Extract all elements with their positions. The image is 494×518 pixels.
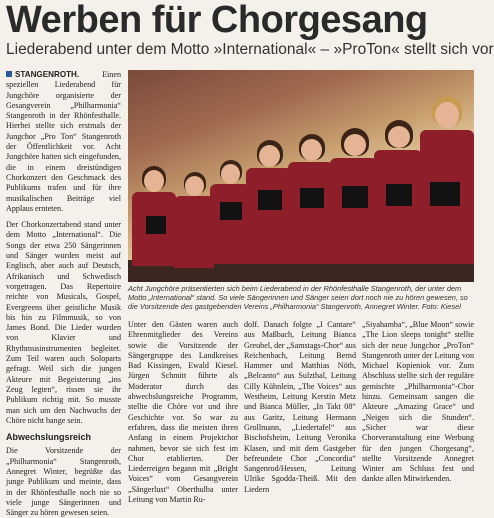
subheadline: Liederabend unter dem Motto »International« – »ProTon« stellt sich vor — [6, 41, 494, 58]
choir-photo — [128, 70, 474, 282]
singer — [174, 172, 214, 268]
singer — [132, 166, 176, 266]
dateline-marker-icon — [6, 71, 12, 77]
paragraph-2: Der Chorkonzertabend stand unter dem Motto „International“. Die Songs der etwa 250 Sängerinnen und Sänger wurden meist auf Englisch, aber auch auf Deutsch, Afrikanisch und Schwedisch vorgetragen. Das Repertoire reichte von Musicals, Gospel, Evergreens über geistliche Musik bis hin zu Filmmusik, so von James Bond. Die Lieder wurden von Klavier und Rhythmusinstrumenten begleitet. Zum Teil waren auch Soloparts gefragt. Weil sich die jungen Akteure mit Begeisterung „ins Zeug legten“, rissen sie ihr Publikum richtig mit. So musste man sich um den Nachwuchs der Chöre nicht bange sein. — [6, 220, 121, 425]
section-heading: Abwechslungsreich — [6, 432, 92, 443]
singer — [210, 160, 250, 264]
article-column-2: Unter den Gästen waren auch Ehrenmitglieder des Vereins sowie die Vorsitzende der Sängergruppe des Landkreises Bad Kissingen, Ewald Kiesel. Jürgen Schmitt führte als Moderator durch das abwechslungsreiche Programm, stellte die Chöre vor und ihre Geschichte vor. So war zu erfahren, dass die meisten ihren Anfang in einem Projektchor nahmen, bevor sie sich fest im Chor etablierten. Der Liederreigen begann mit „Bright Voices“ vom Gesangverein „Sängerlust“ Oberthulba unter Leitung von Martin Ru- — [128, 320, 238, 505]
article-column-1 — [6, 70, 121, 518]
singer — [374, 120, 422, 264]
paragraph-3: Die Vorsitzende der „Philharmonia“ Stangenroth, Annegret Winter, begrüßte das junge Publikum und meinte, dass in der Rhönfesthalle noch nie so viele junge Sängerinnen und Sänger zu hören gewesen seien. — [6, 446, 121, 518]
singer — [288, 134, 334, 264]
dateline: STANGENROTH. — [6, 70, 79, 79]
article-column-3: dolf. Danach folgte „I Cantare“ aus Maßbach, Leitung Bianca Greubel, der „Samstags-Chor“ aus Reichenbach, Leitung Bernd Hammer und Matthias Nöth, „Belcanto“ aus Sulzthal, Leitung Cilly Kühnlein, „The Voices“ aus Westheim, Leitung Kerstin Metz und Bianca Müller, „In Takt 08“ aus Garitz, Leitung Hermann Grollmann, „Liedertafel“ aus Bischofsheim, Leitung Veronika Klasen, und mit dem Gastgeber befreundete Chor „Concordia“ Sangenrod/Hessen, Leitung Ulrike Sgodda-Theiß. Mit den Liedern — [244, 320, 356, 494]
singer — [330, 128, 378, 264]
headline: Werben für Chorgesang — [6, 0, 428, 41]
singer — [246, 140, 292, 264]
singer — [420, 96, 474, 264]
article-column-4: „Siyahamba“, „Blue Moon“ sowie „The Lion sleeps tonight“ stellte sich der neue Jungchor „ProTon“ Stangenroth unter der Leitung von Michael Kopieniok vor. Zum Abschluss stellte sich der reguläre gemischte „Philharmonia“-Chor hinzu. Gemeinsam sangen die Akteure „Amazing Grace“ und „Neigen sich die Stunden“. „Sicher war diese Chorveranstaltung eine Werbung für den jungen Chorgesang“, stellte Vorsitzende Annegret Winter am Schluss fest und dankte allen Mitwirkenden. — [362, 320, 474, 484]
photo-caption: Acht Jungchöre präsentierten sich beim Liederabend in der Rhönfesthalle Stangenroth, der unter dem Motto „International“ stand. So viele Sängerinnen und Sänger seien dort noch nie zu hören gewesen, so die Vorsitzende des gastgebenden Vereins „Philharmonia“ Stangenroth, Annegret Winter. Foto: Kiesel — [128, 284, 468, 311]
intro-paragraph: STANGENROTH. Einen speziellen Liederabend für Jungchöre organisierte der Gesangverein „Philharmonia“ Stangenroth in der Rhönfesthalle. Hierbei stellte sich erstmals der Jungchor „Pro Ton“ Stangenroth der Öffentlichkeit vor. Acht Jungchöre hatten sich eingefunden, die in einem dreistündigen Chorkonzert den Geschmack des Publikums trafen und für ihre musikalischen Beiträge viel Applaus ernteten. — [6, 70, 121, 213]
